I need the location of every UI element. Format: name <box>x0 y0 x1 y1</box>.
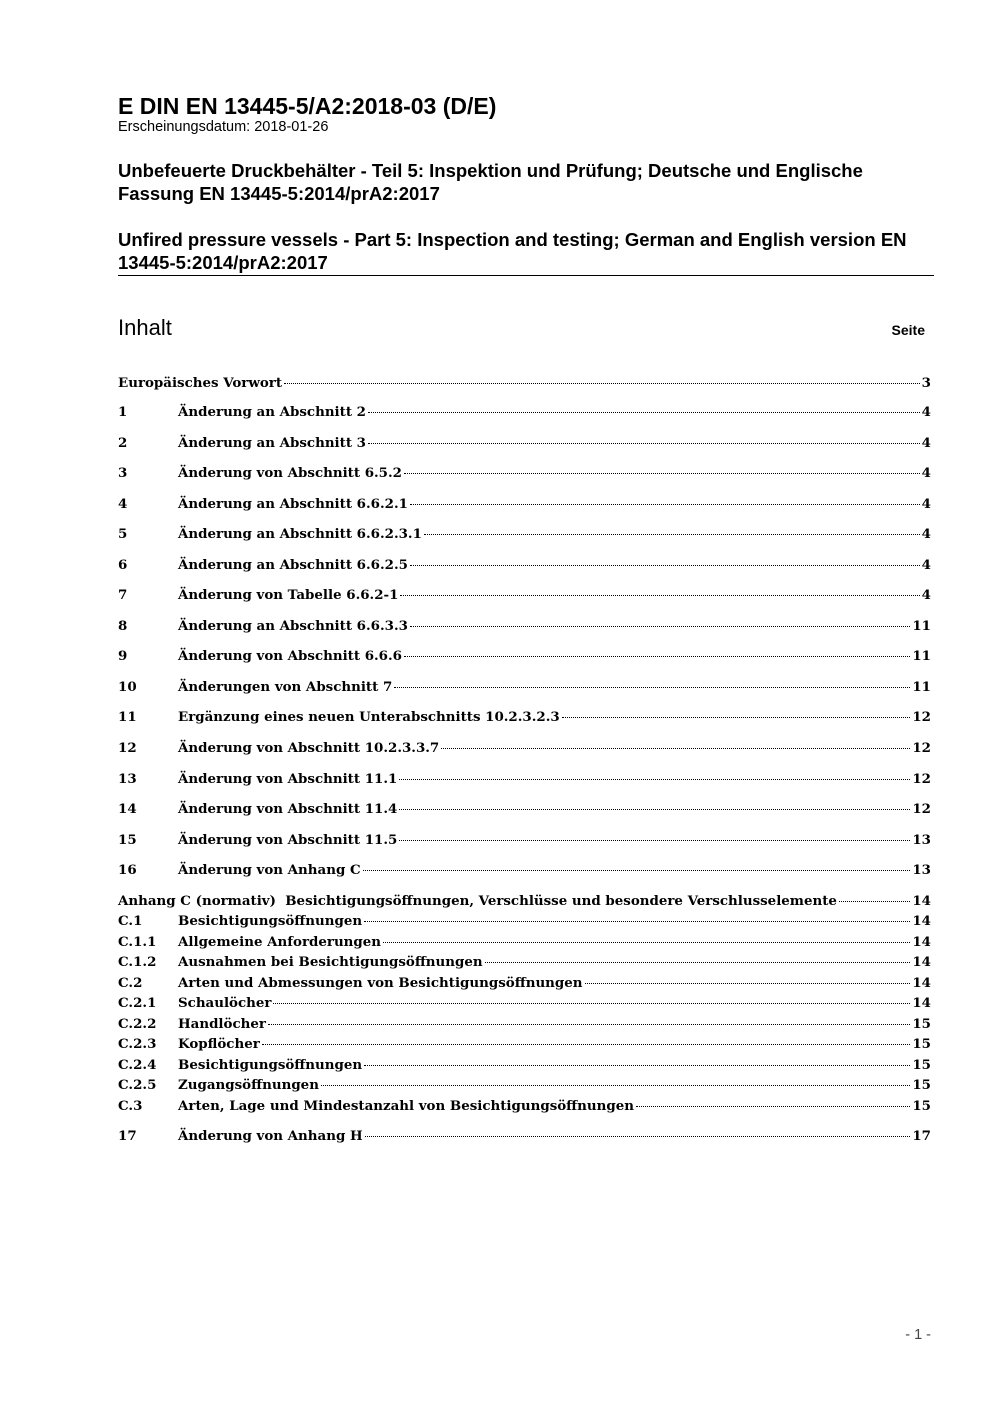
toc-entry-number: C.2.5 <box>118 1077 157 1093</box>
toc-entry[interactable] <box>118 617 931 635</box>
toc-entry-number: 8 <box>118 618 128 634</box>
toc-entry-number: 11 <box>118 709 137 725</box>
toc-entry[interactable] <box>118 1097 931 1115</box>
toc-entry-number: 2 <box>118 435 128 451</box>
toc-entry-title: Änderung von Abschnitt 10.2.3.3.7 <box>178 740 440 756</box>
document-id: E DIN EN 13445-5/A2:2018-03 (D/E) <box>118 93 497 119</box>
toc-entry-number: C.2 <box>118 975 143 991</box>
toc-dot-leader <box>394 687 910 688</box>
toc-entry-title: Ausnahmen bei Besichtigungsöffnungen <box>178 954 483 970</box>
toc-entry-title: Änderung an Abschnitt 6.6.2.3.1 <box>178 526 422 542</box>
toc-entry[interactable] <box>118 831 931 849</box>
toc-entry[interactable] <box>118 525 931 543</box>
toc-entry-title: Änderungen von Abschnitt 7 <box>178 679 393 695</box>
toc-entry-number: 7 <box>118 587 128 603</box>
toc-dot-leader <box>410 626 910 627</box>
toc-entry-page: 14 <box>912 954 931 970</box>
toc-entry-title: Änderung von Abschnitt 6.5.2 <box>178 465 402 481</box>
toc-entry-number: C.2.1 <box>118 995 157 1011</box>
toc-entry-number: 13 <box>118 771 137 787</box>
toc-dot-leader <box>368 443 920 444</box>
toc-entry-title: Europäisches Vorwort <box>118 375 283 391</box>
toc-entry-number: C.1.1 <box>118 934 157 950</box>
toc-entry-title: Änderung von Abschnitt 11.4 <box>178 801 398 817</box>
toc-entry-number: 5 <box>118 526 128 542</box>
toc-dot-leader <box>839 901 910 902</box>
toc-entry[interactable] <box>118 403 931 421</box>
toc-dot-leader <box>399 840 910 841</box>
toc-entry-title: Änderung von Abschnitt 6.6.6 <box>178 648 402 664</box>
toc-entry-page: 14 <box>912 934 931 950</box>
toc-entry[interactable] <box>118 861 931 879</box>
toc-entry-page: 4 <box>921 526 931 542</box>
title-german: Unbefeuerte Druckbehälter - Teil 5: Inspektion und Prüfung; Deutsche und Englische Fassung EN 13445-5:2014/prA2:2017 <box>118 160 863 204</box>
toc-entry-number: 15 <box>118 832 137 848</box>
toc-dot-leader <box>441 748 910 749</box>
toc-entry-page: 12 <box>912 709 931 725</box>
toc-dot-leader <box>562 717 911 718</box>
toc-entry-page: 15 <box>912 1098 931 1114</box>
toc-entry-page: 11 <box>912 679 931 695</box>
toc-entry-title: Änderung von Abschnitt 11.1 <box>178 771 398 787</box>
toc-entry[interactable] <box>118 495 931 513</box>
toc-dot-leader <box>404 473 920 474</box>
toc-entry[interactable] <box>118 892 931 910</box>
toc-entry[interactable] <box>118 974 931 992</box>
toc-entry[interactable] <box>118 678 931 696</box>
toc-entry-number: 3 <box>118 465 128 481</box>
toc-entry-number: C.2.3 <box>118 1036 157 1052</box>
toc-entry-page: 15 <box>912 1077 931 1093</box>
toc-entry-page: 12 <box>912 801 931 817</box>
toc-dot-leader <box>364 1065 910 1066</box>
toc-dot-leader <box>485 962 911 963</box>
toc-dot-leader <box>636 1106 910 1107</box>
toc-entry-number: C.1 <box>118 913 143 929</box>
toc-entry-title: Änderung an Abschnitt 2 <box>178 404 366 420</box>
toc-entry-page: 13 <box>912 862 931 878</box>
toc-entry[interactable] <box>118 770 931 788</box>
toc-entry-page: 4 <box>921 587 931 603</box>
toc-entry-number: 12 <box>118 740 137 756</box>
toc-entry-page: 4 <box>921 496 931 512</box>
toc-dot-leader <box>284 383 920 384</box>
toc-entry-title: Änderung von Anhang C <box>178 862 361 878</box>
toc-dot-leader <box>400 595 919 596</box>
toc-entry[interactable] <box>118 464 931 482</box>
toc-entry[interactable] <box>118 800 931 818</box>
toc-entry[interactable] <box>118 1127 931 1145</box>
toc-entry-page: 3 <box>921 375 931 391</box>
toc-dot-leader <box>363 870 911 871</box>
toc-entry-page: 15 <box>912 1057 931 1073</box>
toc-dot-leader <box>399 809 910 810</box>
toc-entry-title: Schaulöcher <box>178 995 272 1011</box>
toc-entry-page: 13 <box>912 832 931 848</box>
toc-entry[interactable] <box>118 994 931 1012</box>
toc-dot-leader <box>410 565 920 566</box>
toc-entry-page: 11 <box>912 618 931 634</box>
toc-page-label: Seite <box>891 322 925 338</box>
toc-entry-page: 14 <box>912 893 931 909</box>
toc-entry[interactable] <box>118 933 931 951</box>
toc-entry[interactable] <box>118 556 931 574</box>
toc-entry-title: Anhang C (normativ) Besichtigungsöffnungen, Verschlüsse und besondere Verschlusselemente <box>118 893 837 909</box>
toc-entry-number: 9 <box>118 648 128 664</box>
toc-entry[interactable] <box>118 1056 931 1074</box>
toc-entry-page: 17 <box>912 1128 931 1144</box>
toc-entry-title: Arten, Lage und Mindestanzahl von Besichtigungsöffnungen <box>178 1098 634 1114</box>
toc-dot-leader <box>364 921 910 922</box>
toc-heading: Inhalt <box>118 315 172 340</box>
toc-entry[interactable] <box>118 739 931 757</box>
toc-entry-page: 11 <box>912 648 931 664</box>
toc-dot-leader <box>585 983 911 984</box>
toc-entry-page: 15 <box>912 1016 931 1032</box>
toc-entry[interactable] <box>118 1035 931 1053</box>
title-english: Unfired pressure vessels - Part 5: Inspection and testing; German and English version EN 13445-5:2014/prA2:2017 <box>118 229 907 273</box>
toc-entry-title: Änderung an Abschnitt 6.6.2.1 <box>178 496 408 512</box>
toc-entry-page: 14 <box>912 995 931 1011</box>
toc-entry-title: Änderung an Abschnitt 6.6.3.3 <box>178 618 408 634</box>
toc-dot-leader <box>321 1085 910 1086</box>
toc-entry-page: 14 <box>912 975 931 991</box>
toc-entry[interactable] <box>118 1015 931 1033</box>
toc-entry-page: 4 <box>921 404 931 420</box>
toc-dot-leader <box>268 1024 910 1025</box>
toc-entry[interactable] <box>118 434 931 452</box>
toc-entry-title: Änderung an Abschnitt 3 <box>178 435 366 451</box>
toc-entry-page: 4 <box>921 435 931 451</box>
toc-entry[interactable] <box>118 912 931 930</box>
toc-entry-title: Zugangsöffnungen <box>178 1077 319 1093</box>
toc-dot-leader <box>365 1136 911 1137</box>
toc-entry-number: 16 <box>118 862 137 878</box>
toc-entry-title: Kopflöcher <box>178 1036 260 1052</box>
toc-dot-leader <box>273 1003 910 1004</box>
toc-entry-title: Arten und Abmessungen von Besichtigungsöffnungen <box>178 975 583 991</box>
toc-dot-leader <box>404 656 910 657</box>
toc-entry-title: Ergänzung eines neuen Unterabschnitts 10.2.3.2.3 <box>178 709 560 725</box>
toc-entry-number: 1 <box>118 404 128 420</box>
page-number: - 1 - <box>905 1327 931 1343</box>
toc-entry-number: 10 <box>118 679 137 695</box>
toc-dot-leader <box>262 1044 911 1045</box>
toc-dot-leader <box>424 534 920 535</box>
toc-dot-leader <box>383 942 910 943</box>
toc-entry-number: 14 <box>118 801 137 817</box>
header-divider <box>118 275 934 276</box>
toc-entry-title: Änderung an Abschnitt 6.6.2.5 <box>178 557 408 573</box>
toc-entry[interactable] <box>118 586 931 604</box>
toc-entry-title: Änderung von Anhang H <box>178 1128 363 1144</box>
toc-dot-leader <box>410 504 920 505</box>
toc-entry[interactable] <box>118 953 931 971</box>
toc-entry-number: C.1.2 <box>118 954 157 970</box>
toc-entry-title: Handlöcher <box>178 1016 266 1032</box>
toc-entry[interactable] <box>118 647 931 665</box>
toc-entry[interactable] <box>118 708 931 726</box>
toc-entry-number: 4 <box>118 496 128 512</box>
toc-entry-title: Besichtigungsöffnungen <box>178 913 363 929</box>
toc-entry-page: 12 <box>912 740 931 756</box>
toc-entry-number: C.2.2 <box>118 1016 157 1032</box>
toc-entry-title: Änderung von Abschnitt 11.5 <box>178 832 398 848</box>
toc-entry[interactable] <box>118 1076 931 1094</box>
toc-entry-page: 15 <box>912 1036 931 1052</box>
toc-entry-title: Besichtigungsöffnungen <box>178 1057 363 1073</box>
toc-dot-leader <box>368 412 920 413</box>
toc-entry-number: 6 <box>118 557 128 573</box>
toc-entry-page: 4 <box>921 557 931 573</box>
toc-entry[interactable] <box>118 374 931 392</box>
toc-entry-number: C.3 <box>118 1098 143 1114</box>
toc-entry-page: 12 <box>912 771 931 787</box>
toc-entry-page: 4 <box>921 465 931 481</box>
toc-entry-number: C.2.4 <box>118 1057 157 1073</box>
toc-entry-page: 14 <box>912 913 931 929</box>
publication-date: Erscheinungsdatum: 2018-01-26 <box>118 119 329 135</box>
toc-entry-title: Allgemeine Anforderungen <box>178 934 382 950</box>
toc-entry-title: Änderung von Tabelle 6.6.2-1 <box>178 587 399 603</box>
toc-entry-number: 17 <box>118 1128 137 1144</box>
toc-dot-leader <box>399 779 910 780</box>
